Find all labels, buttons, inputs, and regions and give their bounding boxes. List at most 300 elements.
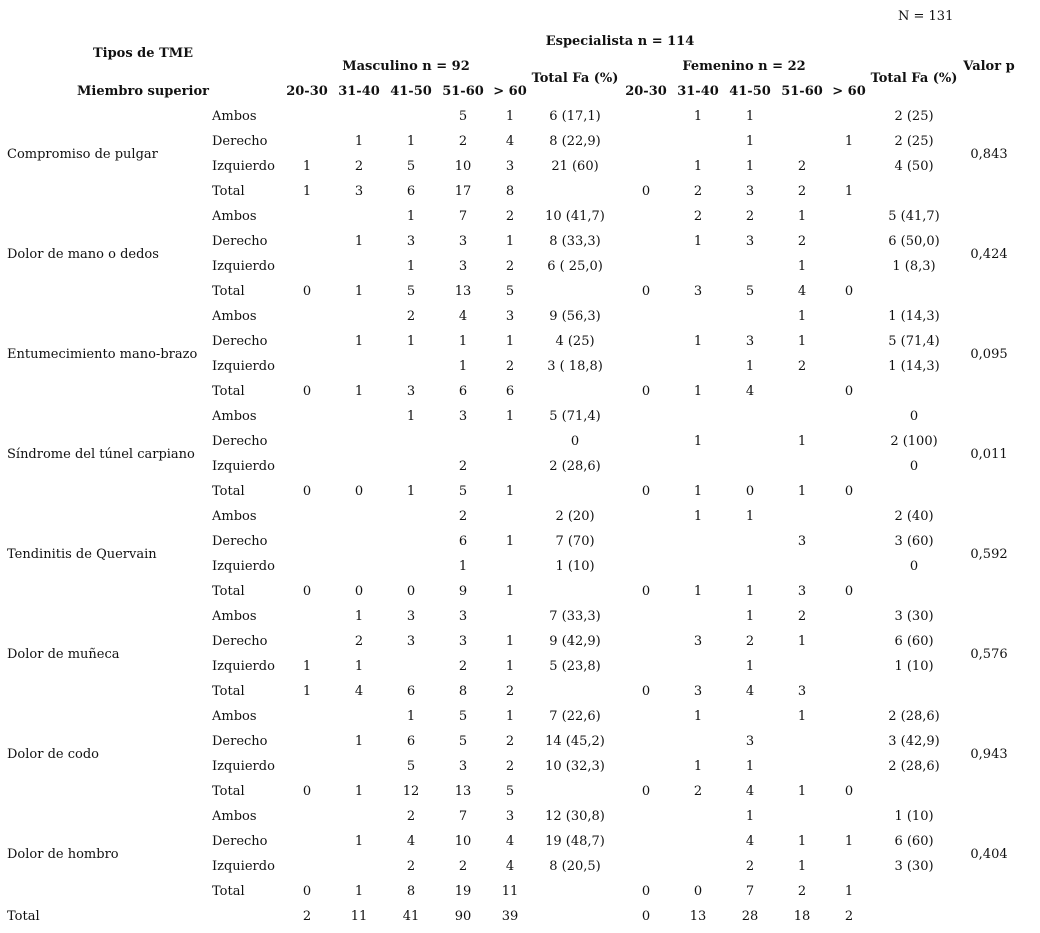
masculino-total-fa: 6 (17,1): [549, 109, 601, 124]
femenino-count: 1: [797, 784, 807, 799]
masculino-count: 10: [454, 159, 472, 174]
masculino-count: 1: [505, 584, 515, 599]
limb-side-label: Total: [212, 384, 245, 399]
femenino-count: 1: [693, 159, 703, 174]
masculino-total-fa: 9 (42,9): [549, 634, 601, 649]
limb-side-label: Izquierdo: [212, 359, 275, 374]
masculino-total-fa: 1 (10): [555, 559, 595, 574]
masculino-count: 1: [505, 709, 515, 724]
limb-side-label: Izquierdo: [212, 159, 275, 174]
masculino-total-fa: 4 (25): [555, 334, 595, 349]
femenino-count: 1: [693, 509, 703, 524]
masculino-count: 5: [505, 284, 515, 299]
masculino-header: Masculino n = 92: [342, 59, 470, 74]
limb-side-label: Izquierdo: [212, 559, 275, 574]
p-value: 0,011: [970, 446, 1008, 462]
masculino-count: 2: [406, 309, 416, 324]
femenino-count: 2: [797, 359, 807, 374]
masculino-count: 3: [406, 234, 416, 249]
masculino-count: 4: [406, 834, 416, 849]
p-value: 0,424: [970, 246, 1008, 262]
masculino-count: 1: [354, 384, 364, 399]
masculino-count: 4: [505, 834, 515, 849]
femenino-count: 1: [693, 334, 703, 349]
masculino-total-fa: 5 (71,4): [549, 409, 601, 424]
masculino-count: 0: [354, 484, 364, 499]
masculino-count: 5: [406, 159, 416, 174]
femenino-total-fa: 3 (30): [894, 859, 934, 874]
masculino-count: 0: [302, 484, 312, 499]
limb-side-label: Derecho: [212, 534, 268, 549]
masculino-count: 1: [406, 709, 416, 724]
masculino-total-fa: 7 (22,6): [549, 709, 601, 724]
masculino-total-fa: 10 (41,7): [545, 209, 605, 224]
femenino-count: 0: [641, 784, 651, 799]
femenino-total-fa: 1 (14,3): [888, 309, 940, 324]
femenino-count: 1: [844, 134, 854, 149]
masculino-count: 1: [505, 334, 515, 349]
femenino-count: 2: [797, 609, 807, 624]
masculino-total-fa: 0: [570, 434, 580, 449]
femenino-count: 2: [797, 159, 807, 174]
femenino-total-fa: 3 (42,9): [888, 734, 940, 749]
p-value: 0,095: [970, 346, 1008, 362]
femenino-count: 2: [745, 209, 755, 224]
p-value: 0,576: [970, 646, 1008, 662]
femenino-count: 1: [745, 109, 755, 124]
masculino-total-fa: 9 (56,3): [549, 309, 601, 324]
tme-type-label: Dolor de mano o dedos: [7, 246, 159, 262]
femenino-count: 0: [641, 584, 651, 599]
femenino-count: 1: [745, 609, 755, 624]
masculino-count: 2: [458, 459, 468, 474]
masculino-count: 1: [505, 409, 515, 424]
femenino-count: 4: [745, 684, 755, 699]
femenino-count: 2: [693, 209, 703, 224]
femenino-count: 3: [745, 184, 755, 199]
femenino-total-fa: 2 (28,6): [888, 709, 940, 724]
valor-p-header: Valor p: [963, 59, 1015, 74]
femenino-count: 1: [693, 709, 703, 724]
grand-total-femenino: 18: [793, 909, 811, 924]
masculino-count: 1: [505, 234, 515, 249]
femenino-count: 0: [641, 284, 651, 299]
grand-total-label: Total: [7, 909, 40, 924]
masculino-count: 1: [505, 109, 515, 124]
masculino-count: 5: [458, 734, 468, 749]
masculino-count: 1: [406, 334, 416, 349]
grand-total-femenino: 2: [844, 909, 854, 924]
especialista-header: Especialista n = 114: [545, 34, 695, 49]
masculino-count: 6: [406, 734, 416, 749]
masculino-count: 1: [505, 659, 515, 674]
femenino-count: 1: [693, 584, 703, 599]
masculino-count: 6: [458, 384, 468, 399]
masculino-count: 1: [302, 659, 312, 674]
masculino-count: 0: [302, 384, 312, 399]
masculino-count: 1: [354, 234, 364, 249]
age-header: > 60: [493, 84, 527, 99]
femenino-total-fa: 0: [909, 459, 919, 474]
femenino-total-fa: 5 (71,4): [888, 334, 940, 349]
masculino-count: 3: [354, 184, 364, 199]
miembro-superior-header: Miembro superior: [77, 84, 209, 99]
masculino-count: 1: [406, 484, 416, 499]
masculino-count: 19: [454, 884, 472, 899]
femenino-count: 1: [745, 659, 755, 674]
femenino-count: 4: [797, 284, 807, 299]
masculino-count: 0: [406, 584, 416, 599]
femenino-count: 1: [745, 759, 755, 774]
age-header: 51-60: [781, 84, 823, 99]
femenino-count: 1: [797, 434, 807, 449]
femenino-count: 1: [844, 184, 854, 199]
masculino-count: 8: [505, 184, 515, 199]
grand-total-masculino: 41: [402, 909, 420, 924]
femenino-count: 1: [693, 109, 703, 124]
femenino-total-fa: 6 (60): [894, 834, 934, 849]
femenino-total-fa: 3 (30): [894, 609, 934, 624]
limb-side-label: Derecho: [212, 834, 268, 849]
masculino-total-fa: 19 (48,7): [545, 834, 605, 849]
femenino-count: 3: [797, 684, 807, 699]
femenino-count: 0: [844, 284, 854, 299]
age-header: 41-50: [390, 84, 432, 99]
masculino-count: 3: [406, 634, 416, 649]
masculino-count: 2: [505, 684, 515, 699]
masculino-count: 1: [354, 884, 364, 899]
masculino-total-fa: 12 (30,8): [545, 809, 605, 824]
masculino-total-fa: 8 (20,5): [549, 859, 601, 874]
p-value: 0,592: [970, 546, 1008, 562]
femenino-count: 1: [844, 834, 854, 849]
limb-side-label: Total: [212, 884, 245, 899]
masculino-count: 0: [302, 784, 312, 799]
limb-side-label: Total: [212, 784, 245, 799]
tme-type-label: Dolor de codo: [7, 746, 99, 762]
masculino-count: 3: [505, 309, 515, 324]
masculino-count: 7: [458, 809, 468, 824]
masculino-count: 4: [505, 859, 515, 874]
tme-type-label: Dolor de muñeca: [7, 646, 120, 662]
femenino-total-fa: 2 (25): [894, 134, 934, 149]
masculino-count: 2: [505, 259, 515, 274]
grand-total-masculino: 39: [501, 909, 519, 924]
masculino-count: 3: [406, 384, 416, 399]
masculino-count: 5: [505, 784, 515, 799]
masculino-total-fa: 8 (33,3): [549, 234, 601, 249]
masculino-count: 6: [458, 534, 468, 549]
grand-total-masculino: 11: [350, 909, 368, 924]
femenino-count: 0: [844, 784, 854, 799]
femenino-count: 1: [745, 159, 755, 174]
masculino-count: 1: [354, 784, 364, 799]
masculino-total-fa: 3 ( 18,8): [547, 359, 603, 374]
femenino-count: 1: [797, 309, 807, 324]
masculino-count: 4: [458, 309, 468, 324]
masculino-count: 17: [454, 184, 472, 199]
femenino-total-fa: 4 (50): [894, 159, 934, 174]
femenino-count: 0: [844, 584, 854, 599]
femenino-count: 4: [745, 384, 755, 399]
femenino-count: 1: [745, 584, 755, 599]
limb-side-label: Total: [212, 284, 245, 299]
masculino-count: 1: [354, 134, 364, 149]
femenino-count: 2: [797, 184, 807, 199]
masculino-count: 5: [458, 484, 468, 499]
masculino-count: 1: [406, 259, 416, 274]
masculino-count: 1: [505, 634, 515, 649]
masculino-total-fa: 10 (32,3): [545, 759, 605, 774]
masculino-total-fa: 8 (22,9): [549, 134, 601, 149]
masculino-total-fa: 2 (28,6): [549, 459, 601, 474]
femenino-count: 1: [745, 809, 755, 824]
age-header: 20-30: [625, 84, 667, 99]
masculino-count: 6: [505, 384, 515, 399]
p-value: 0,943: [970, 746, 1008, 762]
femenino-count: 2: [797, 884, 807, 899]
p-value: 0,404: [970, 846, 1008, 862]
masculino-count: 3: [458, 234, 468, 249]
masculino-count: 1: [354, 834, 364, 849]
masculino-count: 7: [458, 209, 468, 224]
femenino-count: 0: [844, 384, 854, 399]
limb-side-label: Derecho: [212, 434, 268, 449]
age-header: > 60: [832, 84, 866, 99]
total-fa-header-femenino: Total Fa (%): [870, 71, 958, 86]
masculino-count: 1: [354, 334, 364, 349]
femenino-count: 0: [693, 884, 703, 899]
masculino-total-fa: 14 (45,2): [545, 734, 605, 749]
femenino-count: 1: [797, 859, 807, 874]
femenino-count: 1: [693, 234, 703, 249]
femenino-count: 1: [693, 484, 703, 499]
grand-total-masculino: 90: [454, 909, 472, 924]
femenino-count: 4: [745, 784, 755, 799]
femenino-count: 1: [797, 334, 807, 349]
femenino-count: 3: [693, 284, 703, 299]
masculino-total-fa: 21 (60): [551, 159, 599, 174]
femenino-count: 0: [844, 484, 854, 499]
limb-side-label: Izquierdo: [212, 459, 275, 474]
tme-type-label: Compromiso de pulgar: [7, 146, 158, 162]
femenino-count: 1: [693, 384, 703, 399]
femenino-count: 1: [797, 484, 807, 499]
masculino-count: 5: [458, 109, 468, 124]
grand-total-masculino: 2: [302, 909, 312, 924]
femenino-count: 0: [641, 184, 651, 199]
masculino-count: 2: [458, 509, 468, 524]
age-header: 31-40: [677, 84, 719, 99]
masculino-count: 10: [454, 834, 472, 849]
masculino-count: 1: [302, 184, 312, 199]
masculino-count: 6: [406, 684, 416, 699]
femenino-count: 1: [797, 634, 807, 649]
masculino-count: 2: [458, 134, 468, 149]
femenino-count: 3: [745, 234, 755, 249]
masculino-count: 0: [302, 584, 312, 599]
femenino-count: 1: [745, 509, 755, 524]
grand-total-femenino: 0: [641, 909, 651, 924]
masculino-count: 1: [302, 684, 312, 699]
femenino-header: Femenino n = 22: [682, 59, 806, 74]
limb-side-label: Ambos: [212, 809, 257, 824]
masculino-count: 1: [458, 559, 468, 574]
femenino-count: 0: [745, 484, 755, 499]
femenino-count: 3: [693, 634, 703, 649]
limb-side-label: Ambos: [212, 509, 257, 524]
femenino-count: 3: [745, 334, 755, 349]
masculino-count: 0: [302, 284, 312, 299]
masculino-count: 2: [458, 659, 468, 674]
grand-total-femenino: 13: [689, 909, 707, 924]
masculino-count: 3: [458, 409, 468, 424]
femenino-count: 0: [641, 684, 651, 699]
femenino-total-fa: 2 (100): [890, 434, 938, 449]
limb-side-label: Ambos: [212, 609, 257, 624]
femenino-count: 1: [745, 134, 755, 149]
limb-side-label: Ambos: [212, 709, 257, 724]
limb-side-label: Izquierdo: [212, 659, 275, 674]
masculino-total-fa: 5 (23,8): [549, 659, 601, 674]
masculino-count: 1: [354, 734, 364, 749]
limb-side-label: Ambos: [212, 109, 257, 124]
femenino-total-fa: 0: [909, 559, 919, 574]
tme-type-label: Tendinitis de Quervain: [7, 546, 157, 562]
femenino-count: 1: [693, 759, 703, 774]
masculino-count: 1: [406, 134, 416, 149]
femenino-count: 3: [797, 534, 807, 549]
femenino-count: 0: [641, 384, 651, 399]
limb-side-label: Ambos: [212, 209, 257, 224]
femenino-count: 4: [745, 834, 755, 849]
masculino-count: 2: [505, 734, 515, 749]
femenino-total-fa: 2 (25): [894, 109, 934, 124]
femenino-total-fa: 1 (10): [894, 659, 934, 674]
age-header: 20-30: [286, 84, 328, 99]
limb-side-label: Izquierdo: [212, 759, 275, 774]
masculino-count: 5: [406, 759, 416, 774]
limb-side-label: Total: [212, 484, 245, 499]
limb-side-label: Izquierdo: [212, 859, 275, 874]
masculino-count: 1: [354, 659, 364, 674]
femenino-total-fa: 2 (28,6): [888, 759, 940, 774]
tme-type-label: Síndrome del túnel carpiano: [7, 446, 195, 462]
femenino-count: 2: [797, 234, 807, 249]
limb-side-label: Derecho: [212, 634, 268, 649]
masculino-count: 1: [406, 209, 416, 224]
femenino-count: 1: [797, 259, 807, 274]
femenino-total-fa: 5 (41,7): [888, 209, 940, 224]
masculino-count: 3: [505, 159, 515, 174]
masculino-count: 2: [406, 859, 416, 874]
masculino-total-fa: 7 (33,3): [549, 609, 601, 624]
masculino-count: 8: [458, 684, 468, 699]
limb-side-label: Ambos: [212, 409, 257, 424]
limb-side-label: Derecho: [212, 134, 268, 149]
age-header: 31-40: [338, 84, 380, 99]
masculino-count: 11: [501, 884, 519, 899]
femenino-count: 1: [745, 359, 755, 374]
masculino-count: 2: [406, 809, 416, 824]
masculino-count: 2: [354, 159, 364, 174]
masculino-total-fa: 6 ( 25,0): [547, 259, 603, 274]
femenino-count: 3: [745, 734, 755, 749]
grand-total-femenino: 28: [741, 909, 759, 924]
masculino-count: 4: [354, 684, 364, 699]
limb-side-label: Derecho: [212, 734, 268, 749]
femenino-count: 0: [641, 484, 651, 499]
masculino-count: 0: [302, 884, 312, 899]
tme-type-label: Dolor de hombro: [7, 846, 119, 862]
masculino-count: 2: [354, 634, 364, 649]
femenino-count: 2: [693, 784, 703, 799]
femenino-count: 1: [797, 834, 807, 849]
femenino-count: 5: [745, 284, 755, 299]
femenino-count: 1: [693, 434, 703, 449]
age-header: 41-50: [729, 84, 771, 99]
limb-side-label: Derecho: [212, 234, 268, 249]
masculino-total-fa: 2 (20): [555, 509, 595, 524]
femenino-total-fa: 6 (50,0): [888, 234, 940, 249]
masculino-count: 13: [454, 784, 472, 799]
masculino-count: 4: [505, 134, 515, 149]
limb-side-label: Ambos: [212, 309, 257, 324]
masculino-count: 1: [406, 409, 416, 424]
limb-side-label: Total: [212, 184, 245, 199]
femenino-total-fa: 2 (40): [894, 509, 934, 524]
masculino-count: 5: [406, 284, 416, 299]
limb-side-label: Izquierdo: [212, 259, 275, 274]
masculino-count: 5: [458, 709, 468, 724]
masculino-count: 8: [406, 884, 416, 899]
masculino-count: 3: [406, 609, 416, 624]
limb-side-label: Total: [212, 684, 245, 699]
femenino-count: 7: [745, 884, 755, 899]
masculino-count: 13: [454, 284, 472, 299]
femenino-count: 0: [641, 884, 651, 899]
masculino-count: 9: [458, 584, 468, 599]
femenino-count: 2: [745, 634, 755, 649]
femenino-total-fa: 1 (10): [894, 809, 934, 824]
limb-side-label: Derecho: [212, 334, 268, 349]
masculino-count: 2: [505, 759, 515, 774]
femenino-count: 2: [745, 859, 755, 874]
masculino-count: 1: [302, 159, 312, 174]
femenino-total-fa: 3 (60): [894, 534, 934, 549]
limb-side-label: Total: [212, 584, 245, 599]
masculino-count: 0: [354, 584, 364, 599]
masculino-count: 2: [505, 209, 515, 224]
masculino-count: 2: [458, 859, 468, 874]
femenino-total-fa: 1 (8,3): [892, 259, 936, 274]
age-header: 51-60: [442, 84, 484, 99]
femenino-count: 1: [797, 209, 807, 224]
tipos-tme-header: Tipos de TME: [92, 46, 194, 61]
masculino-count: 1: [505, 484, 515, 499]
masculino-count: 3: [458, 609, 468, 624]
masculino-count: 1: [354, 284, 364, 299]
masculino-count: 2: [505, 359, 515, 374]
masculino-total-fa: 7 (70): [555, 534, 595, 549]
masculino-count: 3: [505, 809, 515, 824]
masculino-count: 3: [458, 259, 468, 274]
sample-size-total: N = 131: [898, 9, 954, 24]
tme-type-label: Entumecimiento mano-brazo: [7, 346, 198, 362]
femenino-total-fa: 0: [909, 409, 919, 424]
femenino-count: 1: [844, 884, 854, 899]
masculino-count: 1: [458, 334, 468, 349]
